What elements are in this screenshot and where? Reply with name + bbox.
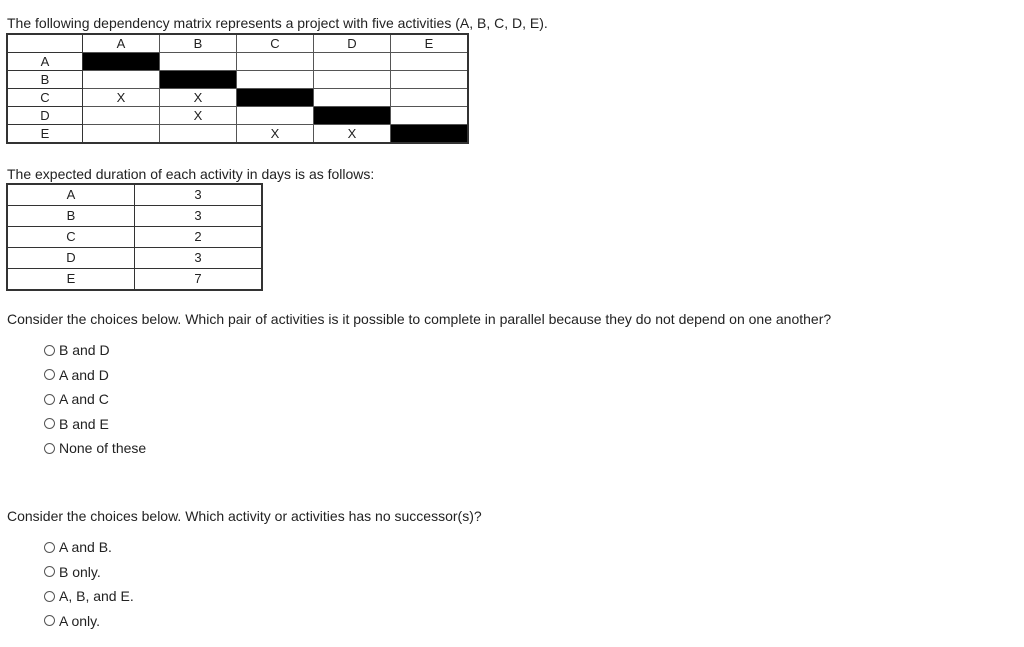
duration-days: 7 [135,269,263,291]
question2-text: Consider the choices below. Which activity or activities has no successor(s)? [7,508,482,524]
radio-icon[interactable] [44,542,55,553]
matrix-cell [237,89,314,107]
matrix-row-header: A [7,53,83,71]
radio-icon[interactable] [44,566,55,577]
matrix-col-header: B [160,34,237,53]
matrix-cell [237,107,314,125]
q1-option[interactable] [44,412,146,437]
matrix-cell [391,71,469,89]
matrix-col-header: D [314,34,391,53]
duration-days: 2 [135,227,263,248]
q2-option[interactable] [44,560,134,585]
matrix-cell [314,71,391,89]
q2-option[interactable] [44,609,134,634]
matrix-col-header: E [391,34,469,53]
matrix-cell [83,53,160,71]
matrix-row-header: D [7,107,83,125]
matrix-corner-cell [7,34,83,53]
matrix-cell [83,125,160,144]
radio-icon[interactable] [44,394,55,405]
duration-row [7,248,262,269]
matrix-cell [391,125,469,144]
matrix-cell [83,107,160,125]
radio-icon[interactable] [44,369,55,380]
matrix-cell [237,71,314,89]
duration-days: 3 [135,184,263,206]
duration-row [7,227,262,248]
matrix-cell [160,53,237,71]
matrix-cell [391,53,469,71]
duration-row [7,184,262,206]
q1-option-label: A and C [59,391,109,408]
matrix-col-header: C [237,34,314,53]
matrix-cell [237,53,314,71]
duration-days: 3 [135,206,263,227]
matrix-cell [314,53,391,71]
matrix-cell: X [314,125,391,144]
q1-option-label: None of these [59,440,147,457]
q2-option-label: A, B, and E. [59,588,134,605]
dependency-matrix [6,33,469,144]
question1-choices [44,338,146,461]
duration-table [6,183,263,291]
duration-activity: B [7,206,135,227]
q1-option-label: A and D [59,366,109,383]
radio-icon[interactable] [44,443,55,454]
matrix-cell [391,89,469,107]
matrix-row [7,71,468,89]
matrix-row [7,107,468,125]
q2-option[interactable] [44,535,134,560]
duration-days: 3 [135,248,263,269]
matrix-row-header: C [7,89,83,107]
radio-icon[interactable] [44,591,55,602]
matrix-row [7,125,468,144]
duration-intro-text: The expected duration of each activity in days is as follows: [7,166,375,182]
intro-text: The following dependency matrix represents a project with five activities (A, B, C, D, E). [7,15,548,31]
matrix-cell [83,71,160,89]
duration-activity: E [7,269,135,291]
q1-option[interactable] [44,436,146,461]
q2-option[interactable] [44,584,134,609]
radio-icon[interactable] [44,345,55,356]
q1-option[interactable] [44,363,146,388]
matrix-header-row [7,34,468,53]
matrix-cell [160,71,237,89]
q1-option-label: B and D [59,342,110,359]
matrix-cell: X [160,89,237,107]
q2-option-label: B only. [59,563,101,580]
q2-option-label: A only. [59,612,100,629]
matrix-row [7,53,468,71]
duration-activity: A [7,184,135,206]
matrix-cell: X [83,89,160,107]
matrix-cell: X [160,107,237,125]
q1-option-label: B and E [59,415,109,432]
q1-option[interactable] [44,387,146,412]
q1-option[interactable] [44,338,146,363]
question1-text: Consider the choices below. Which pair of activities is it possible to complete in parallel because they do not depend on one another? [7,311,832,327]
matrix-cell [160,125,237,144]
question2-choices [44,535,134,633]
matrix-row-header: E [7,125,83,144]
matrix-col-header: A [83,34,160,53]
duration-activity: D [7,248,135,269]
matrix-row-header: B [7,71,83,89]
duration-row [7,269,262,291]
q2-option-label: A and B. [59,539,112,556]
matrix-row [7,89,468,107]
matrix-cell [314,89,391,107]
matrix-cell [391,107,469,125]
duration-row [7,206,262,227]
matrix-cell: X [237,125,314,144]
matrix-cell [314,107,391,125]
duration-activity: C [7,227,135,248]
radio-icon[interactable] [44,418,55,429]
radio-icon[interactable] [44,615,55,626]
